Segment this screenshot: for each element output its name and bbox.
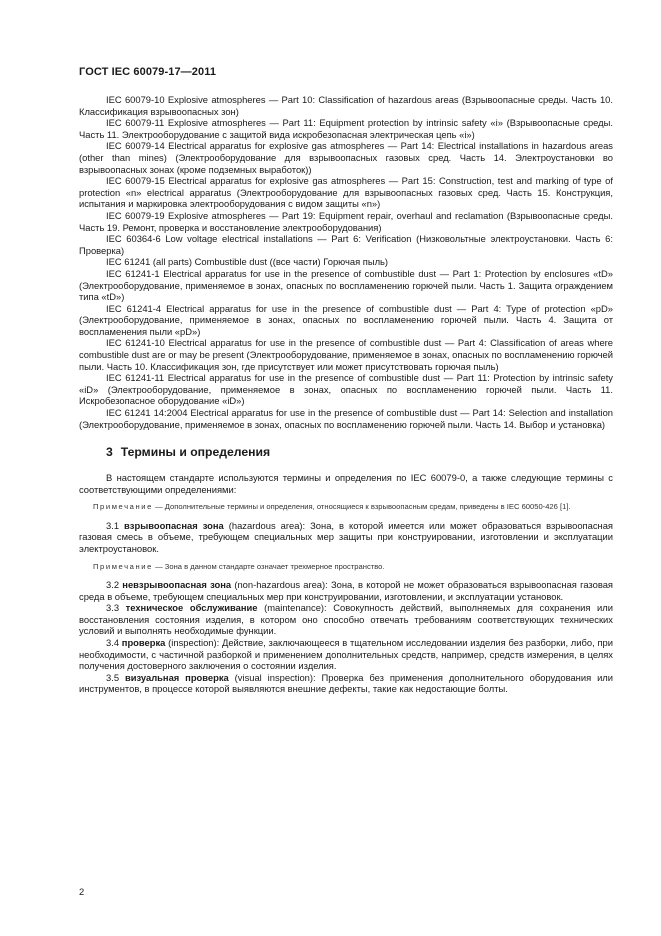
- term-number: 3.4: [106, 636, 120, 648]
- term-name: взрывоопасная зона: [124, 519, 224, 531]
- term-text: (inspection): Действие, заключающееся в тщательном исследовании изделия без разборки, либо, при необходимости, с частичной разборкой и применением дополнительных средств, например, средств измерения, в целях получения достоверного заключения о состоянии изделия.: [79, 636, 613, 672]
- term-text: (maintenance): Совокупность действий, выполняемых для сохранения или восстановления состояния изделия, в котором оно способно отвечать требованиям соответствующих технических условий и выполнять необходимые функции.: [79, 602, 614, 637]
- term-number: 3.3: [106, 602, 120, 614]
- note-label: Примечание: [93, 561, 153, 571]
- reference-item: IEC 61241 (all parts) Combustible dust ((все части) Горючая пыль): [106, 256, 389, 268]
- note-text: — Дополнительные термины и определения, относящиеся к взрывоопасным средам, приведены в IEC 60050-426 [1].: [152, 502, 571, 512]
- reference-item: IEC 61241-10 Electrical apparatus for use in the presence of combustible dust — Part 4: Classification of areas where combustible dust are or may be present (Электрооборудование, применяемое в зонах, опасных по воспламенению горючей пыли. Часть 10. Классификация зон, где присутствует или может присутствовать горючая пыль): [79, 337, 613, 372]
- note-paragraph: [79, 562, 613, 572]
- reference-item: IEC 60364-6 Low voltage electrical installations — Part 6: Verification (Низковольтные электроустановки. Часть 6: Проверка): [79, 233, 613, 256]
- reference-item: IEC 60079-19 Explosive atmospheres — Part 19: Equipment repair, overhaul and reclamation (Взрывоопасные среды. Часть 19. Ремонт, проверка и восстановление электрооборудования): [79, 209, 613, 233]
- page-number: 2: [79, 886, 85, 897]
- term-name: проверка: [121, 636, 166, 648]
- term-name: невзрывоопасная зона: [122, 579, 232, 590]
- term-number: 3.2: [106, 579, 120, 590]
- reference-item: IEC 60079-10 Explosive atmospheres — Part 10: Classification of hazardous areas (Взрывоопасные среды. Часть 10. Классификация взрывоопасных зон): [79, 94, 613, 117]
- term-name: визуальная проверка: [124, 671, 229, 683]
- term-number: 3.1: [106, 519, 120, 531]
- term-number: 3.5: [106, 671, 120, 683]
- page-content: [79, 94, 613, 695]
- note-text: — Зона в данном стандарте означает трехмерное пространство.: [152, 561, 385, 571]
- reference-item: IEC 61241-1 Electrical apparatus for use in the presence of combustible dust — Part 1: Protection by enclosures «tD» (Электрооборудование, применяемое в зонах, опасных по воспламенению горючей пыли. Часть 1. Защита ограждением типа «tD»): [79, 267, 613, 303]
- section-title: Термины и определения: [120, 445, 271, 460]
- term-text: (non-hazardous area): Зона, в которой не может образоваться взрывоопасная газовая среда в объеме, требующем специальных мер при конструировании, изготовлении, и эксплуатации установок.: [79, 579, 614, 602]
- term-definition: [79, 520, 613, 555]
- normative-references-list: [79, 94, 613, 430]
- reference-item: IEC 61241-4 Electrical apparatus for use in the presence of combustible dust — Part 4: Type of protection «pD» (Электрооборудование, применяемое в зонах, опасных по воспламенению горючей пыли. Часть 4. Защита от воспламенения пыли «pD»): [79, 302, 613, 337]
- term-definition: [79, 579, 613, 602]
- reference-item: IEC 61241 14:2004 Electrical apparatus for use in the presence of combustible dust — Part 14: Selection and installation (Электрооборудование, применяемое в зонах, опасных по воспламенению горючей пыли. Часть 14. Выбор и установка): [79, 407, 613, 430]
- term-definition: [79, 672, 613, 695]
- term-text: (hazardous area): Зона, в которой имеется или может образоваться взрывоопасная газовая смесь в объеме, требующем специальных мер защиты при конструировании, изготовлении и эксплуатации электроустановок.: [79, 519, 613, 554]
- section-heading: [106, 445, 613, 459]
- reference-item: IEC 60079-15 Electrical apparatus for explosive gas atmospheres — Part 15: Construction, test and marking of type of protection «n» electrical apparatus (Электрооборудование для взрывоопасных газовых сред. Часть 15. Конструкция, испытания и маркировка электрооборудования с видом защиты «n»): [79, 175, 613, 210]
- note-paragraph: [79, 502, 613, 512]
- reference-item: IEC 60079-11 Explosive atmospheres — Part 11: Equipment protection by intrinsic safety «i» (Взрывоопасные среды. Часть 11. Электрооборудование с защитой вида искробезопасная электрическая цепь «i»): [79, 117, 613, 140]
- term-definition: [79, 637, 613, 672]
- section-intro: В настоящем стандарте используются термины и определения по IEC 60079-0, а также следующие термины с соответствующими определениями:: [79, 472, 613, 495]
- document-code-header: ГОСТ IEC 60079-17—2011: [79, 66, 217, 78]
- reference-item: IEC 61241-11 Electrical apparatus for use in the presence of combustible dust — Part 11: Protection by intrinsic safety «iD» (Электрооборудование, применяемое в зонах, опасных по воспламенению горючей пыли. Часть 11. Искробезопасное оборудование «iD»): [79, 372, 613, 407]
- term-definition: [79, 602, 613, 637]
- reference-item: IEC 60079-14 Electrical apparatus for explosive gas atmospheres — Part 14: Electrical installations in hazardous areas (other than mines) (Электрооборудование для взрывоопасных газовых сред. Часть 14. Электроустановки во взрывоопасных зонах (кроме подземных выработок)): [79, 140, 613, 175]
- section-number: 3: [106, 445, 113, 460]
- term-text: (visual inspection): Проверка без применения дополнительного оборудования или инструментов, в процессе которой выявляются внешние дефекты, такие как недостающие болты.: [79, 671, 614, 695]
- note-label: Примечание: [93, 502, 153, 512]
- term-name: техническое обслуживание: [125, 602, 258, 614]
